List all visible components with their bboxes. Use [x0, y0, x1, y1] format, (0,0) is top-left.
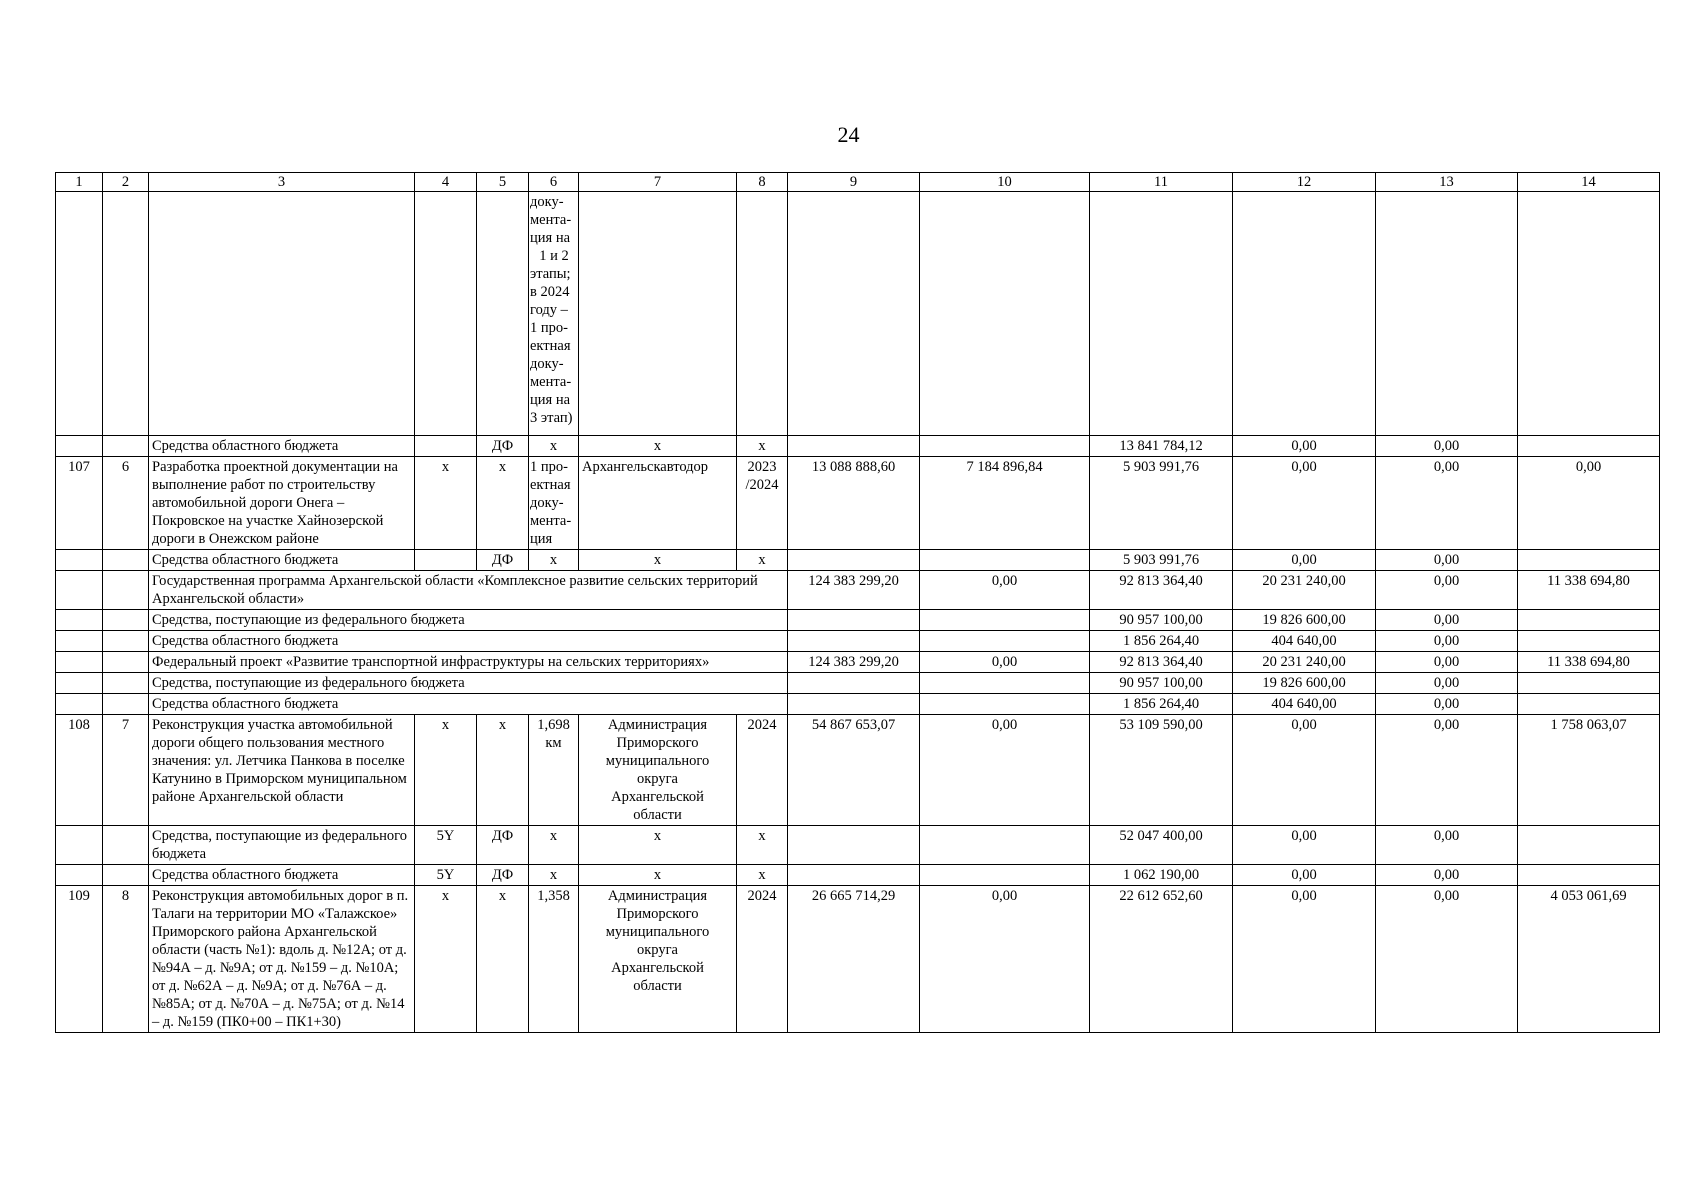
- header-cell: 2: [103, 173, 149, 192]
- header-row: [56, 173, 1660, 192]
- table-row: [56, 886, 1660, 1033]
- executor-cell: х: [579, 550, 737, 571]
- amount-cell: 0,00: [1376, 457, 1518, 550]
- amount-cell: 0,00: [1233, 886, 1376, 1033]
- unit-cell: 1 про- ектная доку- мента- ция: [529, 457, 579, 550]
- amount-cell: 92 813 364,40: [1090, 571, 1233, 610]
- amount-cell: 11 338 694,80: [1518, 652, 1660, 673]
- table-row: [56, 457, 1660, 550]
- table-row: [56, 192, 1660, 436]
- header-cell: 11: [1090, 173, 1233, 192]
- source-label: Средства, поступающие из федерального бюджета: [149, 610, 788, 631]
- amount-cell: 0,00: [1376, 694, 1518, 715]
- amount-cell: 404 640,00: [1233, 631, 1376, 652]
- amount-cell: 20 231 240,00: [1233, 652, 1376, 673]
- amount-cell: 0,00: [1518, 457, 1660, 550]
- amount-cell: 13 088 888,60: [788, 457, 920, 550]
- table-row: [56, 826, 1660, 865]
- code-cell: х: [477, 457, 529, 550]
- code-cell: х: [477, 715, 529, 826]
- item-description: Реконструкция автомобильных дорог в п. Талаги на территории МО «Талажское» Приморского района Архангельской области (часть №1): вдоль д. №12А; от д. №94А – д. №9А; от д. №159 – д. №10А; от д. №62А – д. №9А; от д. №76А – д. №85А; от д. №70А – д. №75А; от д. №14 – д. №159 (ПК0+00 – ПК1+30): [149, 886, 415, 1033]
- amount-cell: 0,00: [1376, 886, 1518, 1033]
- amount-cell: 124 383 299,20: [788, 652, 920, 673]
- amount-cell: 0,00: [1376, 652, 1518, 673]
- executor-cell: Архангельскавтодор: [579, 457, 737, 550]
- code-cell: 5Y: [415, 826, 477, 865]
- budget-table: [55, 172, 1660, 1033]
- code-cell: х: [415, 715, 477, 826]
- amount-cell: 0,00: [920, 571, 1090, 610]
- table-row: [56, 610, 1660, 631]
- amount-cell: 0,00: [1376, 610, 1518, 631]
- amount-cell: 0,00: [1376, 673, 1518, 694]
- amount-cell: 92 813 364,40: [1090, 652, 1233, 673]
- amount-cell: 0,00: [1376, 631, 1518, 652]
- amount-cell: 13 841 784,12: [1090, 436, 1233, 457]
- unit-cell: х: [529, 865, 579, 886]
- header-cell: 10: [920, 173, 1090, 192]
- header-cell: 1: [56, 173, 103, 192]
- amount-cell: 52 047 400,00: [1090, 826, 1233, 865]
- header-cell: 8: [737, 173, 788, 192]
- period-cell: 2024: [737, 886, 788, 1033]
- row-number: 108: [56, 715, 103, 826]
- amount-cell: 0,00: [1233, 457, 1376, 550]
- code-cell: ДФ: [477, 826, 529, 865]
- code-cell: ДФ: [477, 550, 529, 571]
- amount-cell: 5 903 991,76: [1090, 457, 1233, 550]
- executor-cell: Администрация Приморского муниципального округа Архангельской области: [579, 886, 737, 1033]
- table-row: [56, 631, 1660, 652]
- source-label: Средства областного бюджета: [149, 631, 788, 652]
- source-label: Средства, поступающие из федерального бюджета: [149, 826, 415, 865]
- source-label: Средства областного бюджета: [149, 550, 415, 571]
- amount-cell: 19 826 600,00: [1233, 673, 1376, 694]
- period-cell: х: [737, 865, 788, 886]
- unit-cell: х: [529, 550, 579, 571]
- table-row: [56, 673, 1660, 694]
- amount-cell: 124 383 299,20: [788, 571, 920, 610]
- project-title: Федеральный проект «Развитие транспортной инфраструктуры на сельских территориях»: [149, 652, 788, 673]
- amount-cell: 7 184 896,84: [920, 457, 1090, 550]
- header-cell: 5: [477, 173, 529, 192]
- header-cell: 12: [1233, 173, 1376, 192]
- amount-cell: 1 856 264,40: [1090, 694, 1233, 715]
- executor-cell: Администрация Приморского муниципального округа Архангельской области: [579, 715, 737, 826]
- amount-cell: 0,00: [1376, 436, 1518, 457]
- period-cell: 2023 /2024: [737, 457, 788, 550]
- amount-cell: 1 856 264,40: [1090, 631, 1233, 652]
- source-label: Средства областного бюджета: [149, 865, 415, 886]
- unit-cell: 1,358: [529, 886, 579, 1033]
- amount-cell: 26 665 714,29: [788, 886, 920, 1033]
- header-cell: 3: [149, 173, 415, 192]
- period-cell: 2024: [737, 715, 788, 826]
- table-row: [56, 550, 1660, 571]
- amount-cell: 5 903 991,76: [1090, 550, 1233, 571]
- amount-cell: 404 640,00: [1233, 694, 1376, 715]
- amount-cell: 20 231 240,00: [1233, 571, 1376, 610]
- table-row: [56, 652, 1660, 673]
- period-cell: х: [737, 826, 788, 865]
- amount-cell: 4 053 061,69: [1518, 886, 1660, 1033]
- code-cell: ДФ: [477, 436, 529, 457]
- amount-cell: 11 338 694,80: [1518, 571, 1660, 610]
- unit-cell: доку- мента- ция на 1 и 2 этапы; в 2024 году – 1 про- ектная доку- мента- ция на 3 этап): [529, 192, 579, 436]
- unit-cell: х: [529, 436, 579, 457]
- amount-cell: 54 867 653,07: [788, 715, 920, 826]
- code-cell: 5Y: [415, 865, 477, 886]
- header-cell: 14: [1518, 173, 1660, 192]
- item-number: 7: [103, 715, 149, 826]
- item-number: 6: [103, 457, 149, 550]
- item-number: 8: [103, 886, 149, 1033]
- program-title: Государственная программа Архангельской области «Комплексное развитие сельских территорий Архангельской области»: [149, 571, 788, 610]
- amount-cell: 0,00: [1233, 865, 1376, 886]
- row-number: 107: [56, 457, 103, 550]
- amount-cell: 1 062 190,00: [1090, 865, 1233, 886]
- code-cell: х: [415, 886, 477, 1033]
- table-row: [56, 694, 1660, 715]
- amount-cell: 53 109 590,00: [1090, 715, 1233, 826]
- code-cell: ДФ: [477, 865, 529, 886]
- row-number: 109: [56, 886, 103, 1033]
- amount-cell: 19 826 600,00: [1233, 610, 1376, 631]
- amount-cell: 0,00: [1233, 826, 1376, 865]
- amount-cell: 1 758 063,07: [1518, 715, 1660, 826]
- code-cell: х: [415, 457, 477, 550]
- item-description: Разработка проектной документации на выполнение работ по строительству автомобильной дороги Онега – Покровское на участке Хайнозерской дороги в Онежском районе: [149, 457, 415, 550]
- amount-cell: 0,00: [1376, 571, 1518, 610]
- amount-cell: 22 612 652,60: [1090, 886, 1233, 1033]
- page-number: 24: [837, 122, 860, 147]
- amount-cell: 0,00: [920, 886, 1090, 1033]
- amount-cell: 0,00: [1376, 715, 1518, 826]
- header-cell: 9: [788, 173, 920, 192]
- amount-cell: 0,00: [920, 652, 1090, 673]
- amount-cell: 90 957 100,00: [1090, 610, 1233, 631]
- executor-cell: х: [579, 826, 737, 865]
- amount-cell: 0,00: [1376, 865, 1518, 886]
- item-description: Реконструкция участка автомобильной дороги общего пользования местного значения: ул. Летчика Панкова в поселке Катунино в Приморском муниципальном районе Архангельской области: [149, 715, 415, 826]
- amount-cell: 0,00: [920, 715, 1090, 826]
- period-cell: х: [737, 550, 788, 571]
- header-cell: 6: [529, 173, 579, 192]
- amount-cell: 0,00: [1233, 436, 1376, 457]
- source-label: Средства, поступающие из федерального бюджета: [149, 673, 788, 694]
- table-row: [56, 865, 1660, 886]
- source-label: Средства областного бюджета: [149, 694, 788, 715]
- amount-cell: 0,00: [1233, 550, 1376, 571]
- header-cell: 7: [579, 173, 737, 192]
- period-cell: х: [737, 436, 788, 457]
- executor-cell: х: [579, 865, 737, 886]
- executor-cell: х: [579, 436, 737, 457]
- amount-cell: 0,00: [1233, 715, 1376, 826]
- table-row: [56, 715, 1660, 826]
- code-cell: х: [477, 886, 529, 1033]
- table-row: [56, 436, 1660, 457]
- header-cell: 13: [1376, 173, 1518, 192]
- unit-cell: 1,698 км: [529, 715, 579, 826]
- amount-cell: 90 957 100,00: [1090, 673, 1233, 694]
- amount-cell: 0,00: [1376, 550, 1518, 571]
- amount-cell: 0,00: [1376, 826, 1518, 865]
- source-label: Средства областного бюджета: [149, 436, 415, 457]
- header-cell: 4: [415, 173, 477, 192]
- unit-cell: х: [529, 826, 579, 865]
- table-row: [56, 571, 1660, 610]
